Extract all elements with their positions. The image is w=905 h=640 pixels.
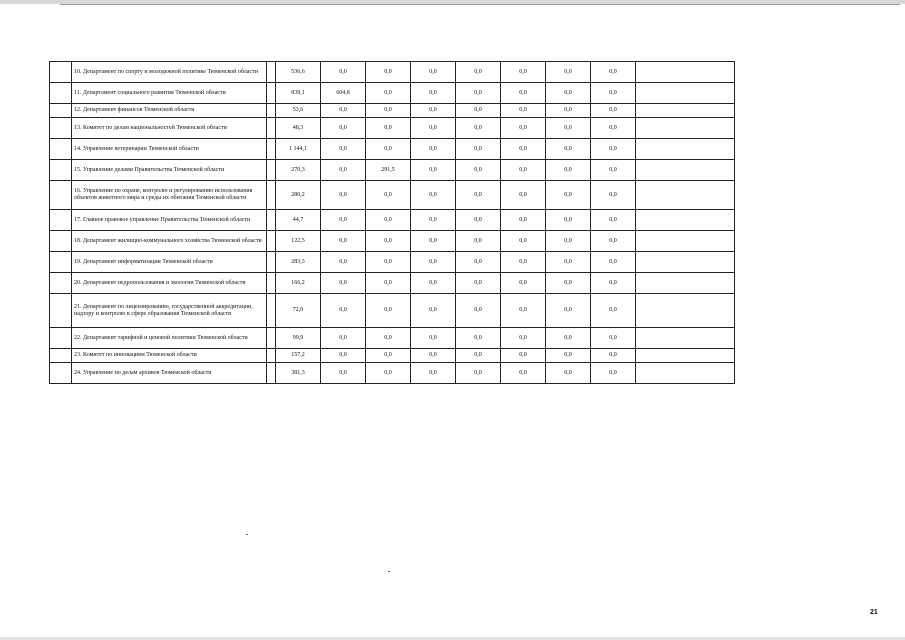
- table-cell-value: 0,0: [456, 294, 501, 328]
- table-cell-value: 0,0: [591, 118, 636, 139]
- table-cell-value: 0,0: [456, 363, 501, 384]
- table-cell-value: 0,0: [456, 181, 501, 210]
- table-cell-value: 0,0: [501, 210, 546, 231]
- table-cell-name: 10. Департамент по спорту и молодежной политике Тюменской области: [72, 62, 267, 83]
- table-cell-separator: [267, 231, 276, 252]
- table-cell-value: 0,0: [456, 118, 501, 139]
- table-cell-blank: [50, 363, 72, 384]
- table-cell-name: 17. Главное правовое управление Правительства Тюменской области: [72, 210, 267, 231]
- table-cell-value: 0,0: [321, 349, 366, 363]
- table-cell-name: 20. Департамент недропользования и экологии Тюменской области: [72, 273, 267, 294]
- table-cell-value: 0,0: [321, 181, 366, 210]
- table-cell-blank: [636, 83, 735, 104]
- table-cell-value: 0,0: [591, 139, 636, 160]
- table-row: [50, 160, 735, 181]
- table-cell-name: 16. Управление по охране, контролю и регулированию использования объектов животного мира и среды их обитания Тюменской области: [72, 181, 267, 210]
- table-cell-blank: [50, 349, 72, 363]
- table-cell-value: 0,0: [456, 210, 501, 231]
- table-cell-blank: [50, 273, 72, 294]
- table-cell-value: 0,0: [366, 83, 411, 104]
- table-cell-value: 1 144,1: [276, 139, 321, 160]
- table-cell-value: 0,0: [411, 273, 456, 294]
- table-cell-value: 0,0: [411, 139, 456, 160]
- table-cell-blank: [636, 349, 735, 363]
- table-row: [50, 139, 735, 160]
- table-cell-value: 0,0: [501, 104, 546, 118]
- table-cell-value: 0,0: [411, 62, 456, 83]
- table-cell-blank: [50, 210, 72, 231]
- table-cell-value: 0,0: [546, 328, 591, 349]
- table-cell-value: 122,5: [276, 231, 321, 252]
- scan-speck: [246, 534, 248, 535]
- table-cell-value: 0,0: [411, 294, 456, 328]
- table-cell-separator: [267, 273, 276, 294]
- table-cell-value: 0,0: [366, 62, 411, 83]
- table-cell-name: 22. Департамент тарифной и ценовой политики Тюменской области: [72, 328, 267, 349]
- table-cell-value: 0,0: [546, 62, 591, 83]
- table-cell-value: 604,8: [321, 83, 366, 104]
- table-row: [50, 363, 735, 384]
- table-cell-value: 0,0: [501, 62, 546, 83]
- table-cell-blank: [636, 62, 735, 83]
- table-cell-name: 23. Комитет по инновациям Тюменской области: [72, 349, 267, 363]
- table-cell-value: 0,0: [366, 252, 411, 273]
- table-cell-value: 0,0: [411, 252, 456, 273]
- table-cell-blank: [636, 210, 735, 231]
- table-cell-separator: [267, 104, 276, 118]
- table-cell-name: 24. Управление по делам архивов Тюменской области: [72, 363, 267, 384]
- table-cell-value: 0,0: [411, 328, 456, 349]
- table-cell-value: 0,0: [546, 139, 591, 160]
- table-cell-value: 839,1: [276, 83, 321, 104]
- table-row: [50, 328, 735, 349]
- table-cell-separator: [267, 294, 276, 328]
- table-cell-blank: [636, 160, 735, 181]
- table-cell-value: 536,6: [276, 62, 321, 83]
- table-cell-value: 0,0: [501, 160, 546, 181]
- table-row: [50, 181, 735, 210]
- table-cell-value: 0,0: [501, 328, 546, 349]
- table-cell-blank: [50, 252, 72, 273]
- table-cell-value: 0,0: [366, 273, 411, 294]
- table-cell-separator: [267, 62, 276, 83]
- table-cell-value: 0,0: [321, 363, 366, 384]
- table-cell-name: 15. Управление делами Правительства Тюменской области: [72, 160, 267, 181]
- table-cell-value: 0,0: [591, 231, 636, 252]
- table-cell-value: 0,0: [456, 62, 501, 83]
- table-cell-value: 0,0: [411, 181, 456, 210]
- table-cell-value: 270,3: [276, 160, 321, 181]
- table-cell-blank: [636, 231, 735, 252]
- table-cell-value: 0,0: [501, 363, 546, 384]
- table-cell-value: 0,0: [591, 349, 636, 363]
- table-cell-value: 0,0: [546, 210, 591, 231]
- table-cell-value: 0,0: [546, 83, 591, 104]
- table-cell-blank: [50, 294, 72, 328]
- table-cell-blank: [636, 252, 735, 273]
- table-cell-blank: [50, 181, 72, 210]
- table-cell-separator: [267, 349, 276, 363]
- table-cell-value: 0,0: [546, 231, 591, 252]
- table-cell-separator: [267, 118, 276, 139]
- table-cell-blank: [50, 118, 72, 139]
- table-row: [50, 104, 735, 118]
- table-cell-value: 0,0: [546, 160, 591, 181]
- table-cell-value: 0,0: [366, 363, 411, 384]
- table-cell-value: 0,0: [546, 252, 591, 273]
- table-cell-value: 0,0: [366, 139, 411, 160]
- table-cell-blank: [50, 328, 72, 349]
- table-cell-value: 0,0: [411, 349, 456, 363]
- table-cell-blank: [636, 363, 735, 384]
- budget-table: [49, 61, 735, 384]
- table-cell-blank: [50, 139, 72, 160]
- table-cell-value: 0,0: [546, 363, 591, 384]
- table-cell-value: 0,0: [366, 118, 411, 139]
- table-cell-value: 0,0: [321, 118, 366, 139]
- table-cell-value: 99,9: [276, 328, 321, 349]
- table-cell-value: 0,0: [591, 252, 636, 273]
- table-cell-value: 0,0: [501, 231, 546, 252]
- table-row: [50, 83, 735, 104]
- table-cell-value: 0,0: [546, 104, 591, 118]
- table-cell-name: 19. Департамент информатизации Тюменской области: [72, 252, 267, 273]
- table-cell-value: 0,0: [321, 210, 366, 231]
- table-cell-value: 0,0: [321, 104, 366, 118]
- table-cell-value: 0,0: [411, 83, 456, 104]
- table-cell-value: 0,0: [321, 273, 366, 294]
- scan-speck: [388, 571, 390, 572]
- table-row: [50, 62, 735, 83]
- table-cell-separator: [267, 210, 276, 231]
- table-row: [50, 231, 735, 252]
- table-row: [50, 252, 735, 273]
- table-cell-value: 0,0: [456, 104, 501, 118]
- table-cell-value: 0,0: [321, 252, 366, 273]
- table-cell-name: 14. Управление ветеринарии Тюменской области: [72, 139, 267, 160]
- table-cell-value: 0,0: [591, 363, 636, 384]
- table-cell-value: 0,0: [546, 181, 591, 210]
- table-cell-name: 13. Комитет по делам национальностей Тюменской области: [72, 118, 267, 139]
- table-cell-value: 0,0: [366, 181, 411, 210]
- table-cell-value: 291,5: [366, 160, 411, 181]
- table-cell-value: 0,0: [501, 273, 546, 294]
- table-cell-value: 280,2: [276, 181, 321, 210]
- table-cell-value: 48,3: [276, 118, 321, 139]
- table-cell-value: 0,0: [591, 83, 636, 104]
- table-cell-blank: [50, 160, 72, 181]
- table-cell-value: 381,3: [276, 363, 321, 384]
- table-cell-value: 0,0: [321, 139, 366, 160]
- table-cell-blank: [50, 104, 72, 118]
- table-cell-value: 0,0: [591, 210, 636, 231]
- table-cell-value: 0,0: [321, 294, 366, 328]
- page-number: 21: [870, 609, 878, 616]
- table-row: [50, 294, 735, 328]
- table-cell-value: 0,0: [501, 181, 546, 210]
- table-cell-value: 0,0: [456, 83, 501, 104]
- table-row: [50, 210, 735, 231]
- table-cell-value: 0,0: [546, 294, 591, 328]
- table-row: [50, 349, 735, 363]
- table-cell-value: 0,0: [591, 273, 636, 294]
- table-cell-value: 0,0: [366, 210, 411, 231]
- table-cell-value: 0,0: [591, 62, 636, 83]
- table-cell-value: 0,0: [456, 273, 501, 294]
- table-cell-name: 18. Департамент жилищно-коммунального хозяйства Тюменской области: [72, 231, 267, 252]
- table-cell-value: 157,2: [276, 349, 321, 363]
- table-cell-value: 0,0: [366, 294, 411, 328]
- table-cell-value: 53,6: [276, 104, 321, 118]
- table-cell-value: 0,0: [501, 349, 546, 363]
- table-cell-value: 0,0: [591, 328, 636, 349]
- table-cell-name: 21. Департамент по лицензированию, государственной аккредитации, надзору и контролю в сфере образования Тюменской области: [72, 294, 267, 328]
- table-cell-blank: [636, 118, 735, 139]
- table-cell-value: 0,0: [501, 294, 546, 328]
- table-cell-blank: [636, 328, 735, 349]
- table-cell-value: 0,0: [411, 160, 456, 181]
- table-cell-value: 0,0: [456, 328, 501, 349]
- table-cell-value: 0,0: [321, 62, 366, 83]
- table-cell-value: 0,0: [591, 104, 636, 118]
- table-cell-value: 0,0: [456, 139, 501, 160]
- table-cell-value: 0,0: [456, 349, 501, 363]
- table-cell-value: 0,0: [321, 328, 366, 349]
- table-cell-value: 0,0: [411, 118, 456, 139]
- table-cell-value: 0,0: [411, 363, 456, 384]
- table-cell-name: 11. Департамент социального развития Тюменской области: [72, 83, 267, 104]
- table-cell-value: 0,0: [456, 252, 501, 273]
- table-cell-value: 0,0: [411, 231, 456, 252]
- table-cell-value: 0,0: [411, 210, 456, 231]
- table-cell-value: 0,0: [366, 104, 411, 118]
- table-cell-blank: [636, 139, 735, 160]
- table-cell-value: 166,2: [276, 273, 321, 294]
- table-cell-value: 0,0: [546, 118, 591, 139]
- table-cell-value: 0,0: [546, 349, 591, 363]
- table-cell-value: 0,0: [456, 231, 501, 252]
- table-cell-value: 0,0: [411, 104, 456, 118]
- table-cell-blank: [50, 62, 72, 83]
- table-cell-blank: [636, 273, 735, 294]
- table-cell-value: 0,0: [366, 328, 411, 349]
- table-cell-value: 0,0: [591, 181, 636, 210]
- table-cell-value: 0,0: [591, 160, 636, 181]
- table-cell-blank: [50, 231, 72, 252]
- table-cell-separator: [267, 252, 276, 273]
- table-cell-separator: [267, 181, 276, 210]
- table-cell-separator: [267, 328, 276, 349]
- table-row: [50, 118, 735, 139]
- table-cell-value: 44,7: [276, 210, 321, 231]
- table-cell-value: 283,3: [276, 252, 321, 273]
- table-cell-value: 0,0: [546, 273, 591, 294]
- table-cell-blank: [636, 181, 735, 210]
- table-cell-value: 0,0: [366, 231, 411, 252]
- table-cell-separator: [267, 363, 276, 384]
- table-cell-name: 12. Департамент финансов Тюменской области: [72, 104, 267, 118]
- table-cell-separator: [267, 83, 276, 104]
- table-cell-value: 0,0: [321, 160, 366, 181]
- table-cell-value: 0,0: [501, 252, 546, 273]
- table-cell-separator: [267, 139, 276, 160]
- table-cell-value: 0,0: [591, 294, 636, 328]
- table-cell-value: 0,0: [456, 160, 501, 181]
- table-cell-value: 0,0: [321, 231, 366, 252]
- table-cell-blank: [636, 104, 735, 118]
- table-row: [50, 273, 735, 294]
- table-cell-separator: [267, 160, 276, 181]
- table-cell-blank: [636, 294, 735, 328]
- table-cell-value: 72,0: [276, 294, 321, 328]
- scan-edge-line: [60, 4, 900, 5]
- table-cell-value: 0,0: [501, 83, 546, 104]
- table-cell-blank: [50, 83, 72, 104]
- table-cell-value: 0,0: [501, 139, 546, 160]
- table-cell-value: 0,0: [501, 118, 546, 139]
- table-cell-value: 0,0: [366, 349, 411, 363]
